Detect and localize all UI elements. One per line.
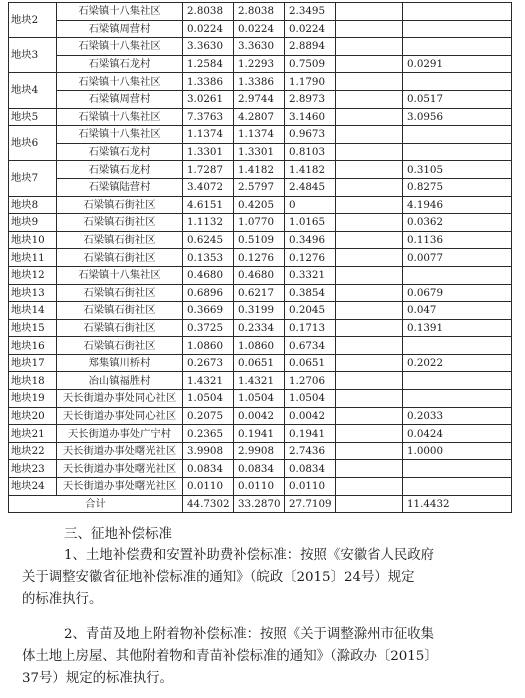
location-cell: 石梁镇十八集社区: [57, 266, 183, 284]
value-cell: 0.2033: [403, 407, 512, 425]
plot-cell: 地块7: [9, 161, 57, 196]
value-cell: 0.6245: [183, 231, 234, 249]
location-cell: 石梁镇十八集社区: [57, 108, 183, 126]
location-cell: 石梁镇十八集社区: [57, 38, 183, 56]
value-cell: 1.4321: [183, 372, 234, 390]
value-cell: 0.3854: [285, 284, 336, 302]
table-body: [9, 3, 512, 513]
value-cell: [336, 390, 403, 408]
value-cell: 4.1946: [403, 196, 512, 214]
plot-cell: 地块24: [9, 478, 57, 496]
paragraph-line: 2、青苗及地上附着物补偿标准：按照《关于调整滁州市征收集: [64, 627, 435, 642]
value-cell: 0.2365: [183, 425, 234, 443]
value-cell: 0.0424: [403, 425, 512, 443]
plot-cell: 地块6: [9, 126, 57, 161]
location-cell: 石梁镇石街社区: [57, 337, 183, 355]
table-row: [9, 161, 512, 179]
value-cell: [336, 266, 403, 284]
value-cell: 2.7436: [285, 442, 336, 460]
value-cell: [336, 178, 403, 196]
value-cell: 0.0362: [403, 214, 512, 232]
table-row: [9, 407, 512, 425]
value-cell: [403, 266, 512, 284]
location-cell: 石梁镇陆营村: [57, 178, 183, 196]
value-cell: 3.0261: [183, 90, 234, 108]
value-cell: 0.0291: [403, 55, 512, 73]
value-cell: 0.2045: [285, 302, 336, 320]
value-cell: 0.2334: [234, 319, 285, 337]
value-cell: [336, 38, 403, 56]
value-cell: 1.1790: [285, 73, 336, 91]
value-cell: [403, 478, 512, 496]
value-cell: 3.4072: [183, 178, 234, 196]
value-cell: 0.4680: [183, 266, 234, 284]
value-cell: 1.0165: [285, 214, 336, 232]
value-cell: 1.1132: [183, 214, 234, 232]
value-cell: 1.0770: [234, 214, 285, 232]
paragraph-line: 关于调整安徽省征地补偿标准的通知》（皖政〔2015〕24号）规定: [22, 570, 415, 585]
paragraph-crop-compensation: [22, 624, 512, 690]
value-cell: 2.8038: [234, 3, 285, 21]
table-row: [9, 108, 512, 126]
value-cell: 2.9908: [234, 442, 285, 460]
value-cell: [336, 319, 403, 337]
value-cell: 1.0000: [403, 442, 512, 460]
table-row: [9, 20, 512, 38]
value-cell: 1.1374: [234, 126, 285, 144]
table-row: [9, 319, 512, 337]
table-row: [9, 178, 512, 196]
value-cell: 0.3725: [183, 319, 234, 337]
value-cell: [403, 460, 512, 478]
value-cell: 0.1276: [285, 249, 336, 267]
table-row: [9, 337, 512, 355]
table-row: [9, 55, 512, 73]
table-row: [9, 249, 512, 267]
value-cell: 1.4182: [285, 161, 336, 179]
plot-cell: 地块8: [9, 196, 57, 214]
value-cell: 0.8275: [403, 178, 512, 196]
value-cell: [403, 390, 512, 408]
plot-cell: 地块18: [9, 372, 57, 390]
location-cell: 天长街道办事处同心社区: [57, 407, 183, 425]
value-cell: [403, 3, 512, 21]
value-cell: [336, 372, 403, 390]
value-cell: [336, 302, 403, 320]
value-cell: 1.3301: [234, 143, 285, 161]
land-parcel-table: [8, 2, 512, 513]
value-cell: 2.8973: [285, 90, 336, 108]
value-cell: 2.9744: [234, 90, 285, 108]
value-cell: [336, 284, 403, 302]
value-cell: 1.4182: [234, 161, 285, 179]
value-cell: [336, 425, 403, 443]
value-cell: [336, 442, 403, 460]
table-row: [9, 38, 512, 56]
table-row: [9, 425, 512, 443]
plot-cell: 地块15: [9, 319, 57, 337]
value-cell: 0.0224: [234, 20, 285, 38]
table-row: [9, 354, 512, 372]
value-cell: [336, 3, 403, 21]
value-cell: [336, 90, 403, 108]
paragraph-line: 体土地上房屋、其他附着物和青苗补偿标准的通知》（滁政办〔2015〕: [22, 649, 438, 664]
value-cell: 0.047: [403, 302, 512, 320]
value-cell: 0: [285, 196, 336, 214]
value-cell: 1.3386: [234, 73, 285, 91]
value-cell: 0.0834: [183, 460, 234, 478]
value-cell: 1.2293: [234, 55, 285, 73]
table-row: [9, 90, 512, 108]
location-cell: 天长街道办事处曙光社区: [57, 478, 183, 496]
value-cell: 1.3386: [183, 73, 234, 91]
value-cell: 1.1374: [183, 126, 234, 144]
value-cell: [336, 196, 403, 214]
table-row: [9, 143, 512, 161]
plot-cell: 地块4: [9, 73, 57, 108]
value-cell: 0.4205: [234, 196, 285, 214]
value-cell: 0.0224: [183, 20, 234, 38]
table-row: [9, 442, 512, 460]
value-cell: 2.4845: [285, 178, 336, 196]
value-cell: [336, 143, 403, 161]
value-cell: 0.0517: [403, 90, 512, 108]
value-cell: 0.0651: [285, 354, 336, 372]
value-cell: 0.1941: [234, 425, 285, 443]
value-cell: [336, 55, 403, 73]
value-cell: [336, 73, 403, 91]
value-cell: [403, 337, 512, 355]
location-cell: 石梁镇周营村: [57, 20, 183, 38]
value-cell: 0.4680: [234, 266, 285, 284]
value-cell: 0.2673: [183, 354, 234, 372]
value-cell: 0.0110: [183, 478, 234, 496]
location-cell: 石梁镇石龙村: [57, 55, 183, 73]
location-cell: 石梁镇周营村: [57, 90, 183, 108]
location-cell: 石梁镇十八集社区: [57, 3, 183, 21]
location-cell: 石梁镇石街社区: [57, 231, 183, 249]
value-cell: [336, 20, 403, 38]
value-cell: [336, 126, 403, 144]
plot-cell: 地块23: [9, 460, 57, 478]
value-cell: [403, 372, 512, 390]
plot-cell: 地块9: [9, 214, 57, 232]
plot-cell: 地块22: [9, 442, 57, 460]
value-cell: [336, 354, 403, 372]
paragraph-line: 1、土地补偿费和安置补助费补偿标准：按照《安徽省人民政府: [64, 548, 435, 563]
location-cell: 石梁镇石街社区: [57, 249, 183, 267]
table-row: [9, 126, 512, 144]
value-cell: [336, 460, 403, 478]
total-value-cell: 11.4432: [403, 495, 512, 513]
paragraph-line: 37号）规定的标准执行。: [22, 671, 173, 686]
table-row: [9, 390, 512, 408]
value-cell: 0.0110: [285, 478, 336, 496]
value-cell: 1.0860: [183, 337, 234, 355]
location-cell: 石梁镇石龙村: [57, 143, 183, 161]
plot-cell: 地块20: [9, 407, 57, 425]
value-cell: 0.1713: [285, 319, 336, 337]
total-label-cell: 合计: [9, 495, 183, 513]
value-cell: 1.0504: [285, 390, 336, 408]
value-cell: [403, 126, 512, 144]
value-cell: 3.0956: [403, 108, 512, 126]
value-cell: 0.0651: [234, 354, 285, 372]
plot-cell: 地块14: [9, 302, 57, 320]
value-cell: [336, 108, 403, 126]
plot-cell: 地块2: [9, 3, 57, 38]
total-value-cell: 44.7302: [183, 495, 234, 513]
plot-cell: 地块13: [9, 284, 57, 302]
location-cell: 石梁镇十八集社区: [57, 126, 183, 144]
location-cell: 石梁镇石街社区: [57, 196, 183, 214]
location-cell: 天长街道办事处曙光社区: [57, 442, 183, 460]
value-cell: 1.7287: [183, 161, 234, 179]
location-cell: 石梁镇十八集社区: [57, 73, 183, 91]
plot-cell: 地块16: [9, 337, 57, 355]
table-row: [9, 478, 512, 496]
value-cell: 3.3630: [183, 38, 234, 56]
value-cell: 1.2706: [285, 372, 336, 390]
plot-cell: 地块3: [9, 38, 57, 73]
value-cell: 0.6896: [183, 284, 234, 302]
value-cell: 0.6217: [234, 284, 285, 302]
table-row: [9, 3, 512, 21]
value-cell: 1.4321: [234, 372, 285, 390]
value-cell: 1.0860: [234, 337, 285, 355]
value-cell: [336, 337, 403, 355]
table-row: [9, 196, 512, 214]
table-row: [9, 460, 512, 478]
value-cell: 0.0834: [234, 460, 285, 478]
value-cell: 0.0224: [285, 20, 336, 38]
value-cell: 0.0679: [403, 284, 512, 302]
value-cell: 2.8894: [285, 38, 336, 56]
value-cell: 0.0042: [234, 407, 285, 425]
value-cell: 0.1276: [234, 249, 285, 267]
location-cell: 石梁镇石街社区: [57, 319, 183, 337]
value-cell: [403, 20, 512, 38]
value-cell: 0.6734: [285, 337, 336, 355]
value-cell: 0.3496: [285, 231, 336, 249]
plot-cell: 地块12: [9, 266, 57, 284]
value-cell: 0.9673: [285, 126, 336, 144]
total-value-cell: 33.2870: [234, 495, 285, 513]
table-row: [9, 266, 512, 284]
paragraph-line: 的标准执行。: [22, 592, 103, 607]
section-heading: 三、征地补偿标准: [64, 526, 172, 542]
location-cell: 天长街道办事处广宁村: [57, 425, 183, 443]
value-cell: 7.3763: [183, 108, 234, 126]
value-cell: [336, 478, 403, 496]
value-cell: 0.8103: [285, 143, 336, 161]
location-cell: 石梁镇石街社区: [57, 302, 183, 320]
value-cell: 0.1136: [403, 231, 512, 249]
value-cell: 2.8038: [183, 3, 234, 21]
value-cell: 3.1460: [285, 108, 336, 126]
location-cell: 石梁镇石街社区: [57, 284, 183, 302]
value-cell: [403, 38, 512, 56]
value-cell: [336, 407, 403, 425]
value-cell: 0.2075: [183, 407, 234, 425]
value-cell: [403, 143, 512, 161]
location-cell: 冶山镇福胜村: [57, 372, 183, 390]
value-cell: 0.3105: [403, 161, 512, 179]
value-cell: [403, 73, 512, 91]
plot-cell: 地块10: [9, 231, 57, 249]
value-cell: [336, 249, 403, 267]
paragraph-land-compensation: [22, 545, 512, 611]
value-cell: [336, 214, 403, 232]
value-cell: 1.0504: [183, 390, 234, 408]
value-cell: 0.1353: [183, 249, 234, 267]
value-cell: 0.0077: [403, 249, 512, 267]
plot-cell: 地块21: [9, 425, 57, 443]
table-row: [9, 284, 512, 302]
table-row: [9, 302, 512, 320]
location-cell: 郑集镇川桥村: [57, 354, 183, 372]
table-row: [9, 231, 512, 249]
plot-cell: 地块17: [9, 354, 57, 372]
location-cell: 天长街道办事处曙光社区: [57, 460, 183, 478]
value-cell: 0.7509: [285, 55, 336, 73]
value-cell: 0.2022: [403, 354, 512, 372]
value-cell: 0.0110: [234, 478, 285, 496]
value-cell: 0.1941: [285, 425, 336, 443]
location-cell: 石梁镇石龙村: [57, 161, 183, 179]
value-cell: 4.6151: [183, 196, 234, 214]
value-cell: 3.3630: [234, 38, 285, 56]
value-cell: 2.5797: [234, 178, 285, 196]
value-cell: 2.3495: [285, 3, 336, 21]
plot-cell: 地块11: [9, 249, 57, 267]
value-cell: 0.3199: [234, 302, 285, 320]
value-cell: [336, 231, 403, 249]
plot-cell: 地块19: [9, 390, 57, 408]
location-cell: 石梁镇石街社区: [57, 214, 183, 232]
location-cell: 天长街道办事处同心社区: [57, 390, 183, 408]
value-cell: 1.0504: [234, 390, 285, 408]
value-cell: 0.0834: [285, 460, 336, 478]
total-value-cell: 27.7109: [285, 495, 336, 513]
total-row: [9, 495, 512, 513]
value-cell: 0.3321: [285, 266, 336, 284]
plot-cell: 地块5: [9, 108, 57, 126]
value-cell: 4.2807: [234, 108, 285, 126]
table-row: [9, 214, 512, 232]
total-value-cell: [336, 495, 403, 513]
value-cell: 1.2584: [183, 55, 234, 73]
table-row: [9, 372, 512, 390]
value-cell: 0.5109: [234, 231, 285, 249]
value-cell: 0.1391: [403, 319, 512, 337]
value-cell: 3.9908: [183, 442, 234, 460]
value-cell: 0.3669: [183, 302, 234, 320]
value-cell: 0.0042: [285, 407, 336, 425]
value-cell: [336, 161, 403, 179]
table-row: [9, 73, 512, 91]
value-cell: 1.3301: [183, 143, 234, 161]
